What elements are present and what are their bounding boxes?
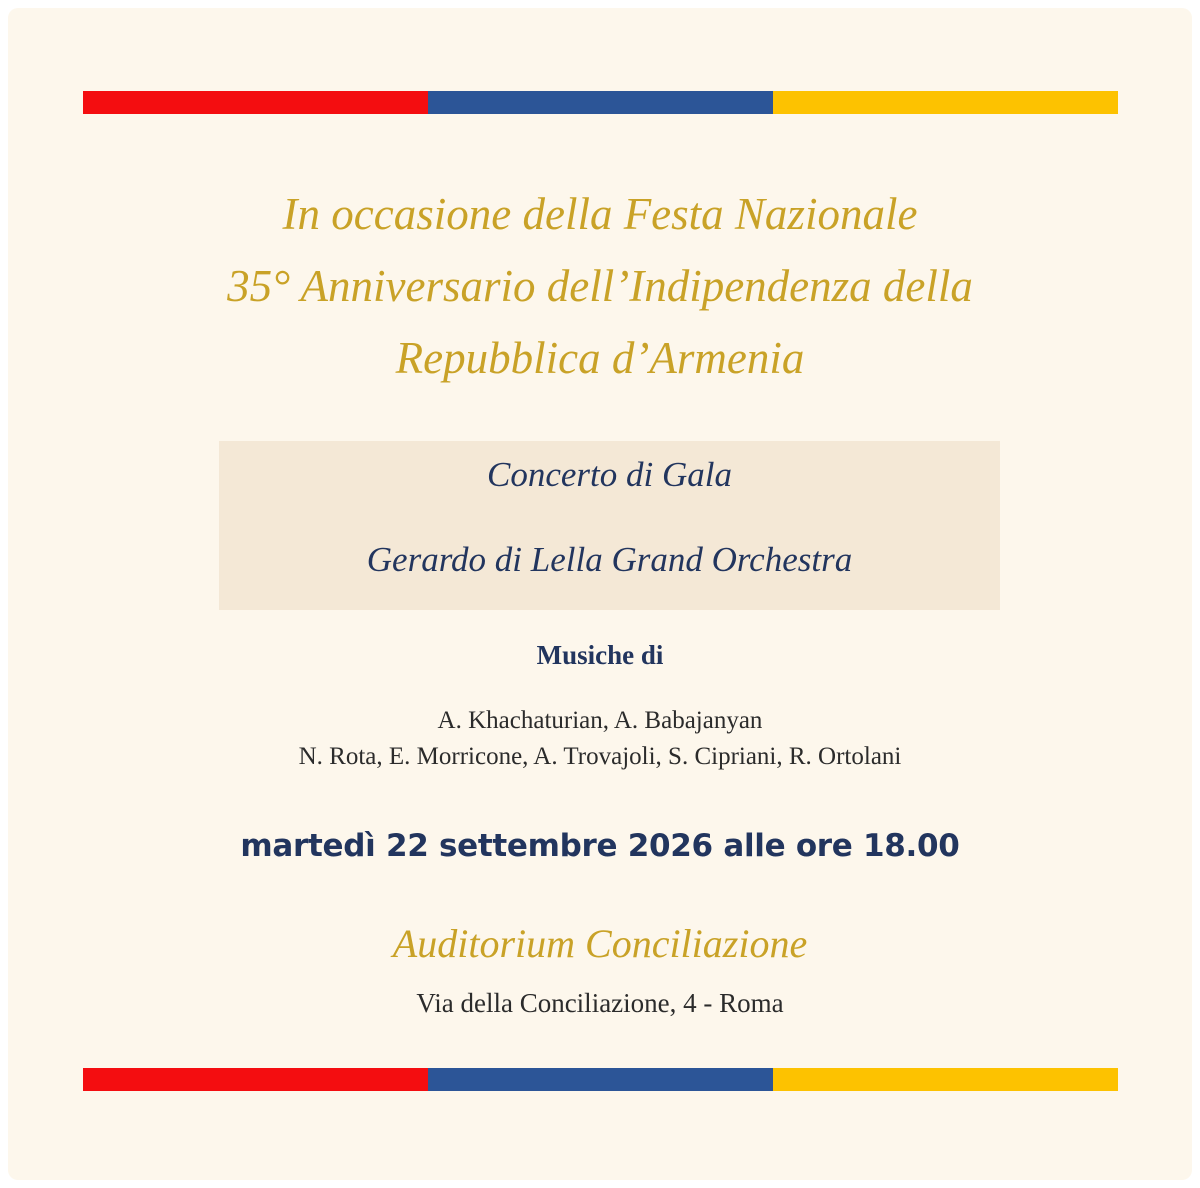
headline-line-2: 35° Anniversario dell’Indipendenza della <box>227 261 973 311</box>
flag-orange-band <box>773 91 1118 114</box>
flag-blue-band <box>428 1068 773 1091</box>
concert-title: Concerto di Gala <box>487 455 732 494</box>
armenian-flag-stripe-bottom <box>83 1068 1118 1091</box>
venue-address: Via della Conciliazione, 4 - Roma <box>416 988 784 1018</box>
headline-line-1: In occasione della Festa Nazionale <box>282 189 918 239</box>
music-label: Musiche di <box>536 640 664 670</box>
headline-line-3: Repubblica d’Armenia <box>395 333 805 383</box>
composers-line-1: A. Khachaturian, A. Babajanyan <box>437 707 763 734</box>
event-datetime: martedì 22 settembre 2026 alle ore 18.00 <box>240 828 960 864</box>
headline <box>100 178 1100 394</box>
flag-orange-band <box>773 1068 1118 1091</box>
composers-line-2: N. Rota, E. Morricone, A. Trovajoli, S. Cipriani, R. Ortolani <box>298 743 902 770</box>
flag-red-band <box>83 91 428 114</box>
orchestra-name: Gerardo di Lella Grand Orchestra <box>366 540 853 579</box>
flag-blue-band <box>428 91 773 114</box>
venue-name: Auditorium Conciliazione <box>392 921 808 966</box>
concert-box <box>219 441 1000 610</box>
composers-list <box>0 703 1200 775</box>
armenian-flag-stripe-top <box>83 91 1118 114</box>
flag-red-band <box>83 1068 428 1091</box>
